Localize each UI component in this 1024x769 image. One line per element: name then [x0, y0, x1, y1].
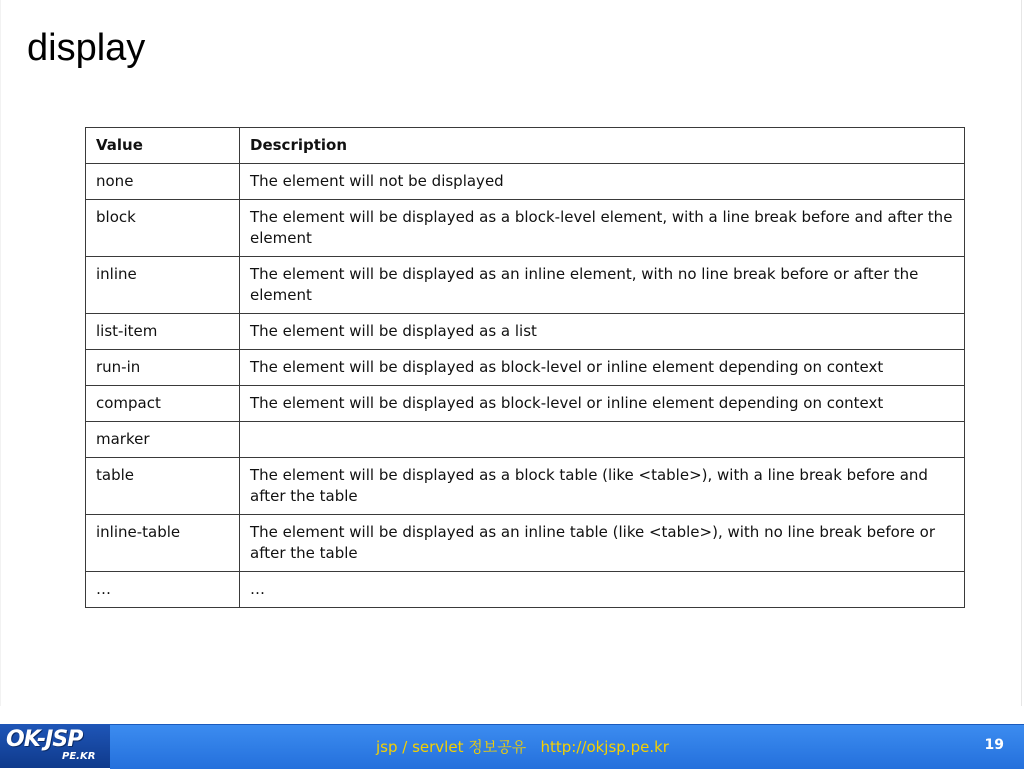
slide-footer [0, 724, 1024, 768]
table-row [86, 350, 965, 386]
display-values-table [85, 127, 965, 608]
description-cell: The element will be displayed as a block-level element, with a line break before and after the element [240, 200, 965, 257]
value-cell: table [86, 458, 240, 515]
value-cell: block [86, 200, 240, 257]
logo-main-text: OK-JSP [6, 727, 83, 752]
table-row [86, 314, 965, 350]
value-cell: marker [86, 422, 240, 458]
value-cell: compact [86, 386, 240, 422]
table-row [86, 386, 965, 422]
table-row [86, 257, 965, 314]
value-cell: … [86, 572, 240, 608]
table-row [86, 164, 965, 200]
value-cell: inline-table [86, 515, 240, 572]
slide-title: display [27, 27, 146, 69]
description-cell: … [240, 572, 965, 608]
description-cell: The element will be displayed as a list [240, 314, 965, 350]
value-cell: none [86, 164, 240, 200]
description-cell: The element will be displayed as a block table (like <table>), with a line break before and after the table [240, 458, 965, 515]
table-header-row [86, 128, 965, 164]
value-cell: list-item [86, 314, 240, 350]
table-row [86, 458, 965, 515]
value-cell: run-in [86, 350, 240, 386]
description-cell [240, 422, 965, 458]
logo-sub-text: PE.KR [62, 751, 96, 762]
okjsp-logo [0, 724, 110, 768]
description-cell: The element will be displayed as block-level or inline element depending on context [240, 386, 965, 422]
table-row [86, 515, 965, 572]
table-row [86, 200, 965, 257]
table-row [86, 572, 965, 608]
description-cell: The element will not be displayed [240, 164, 965, 200]
column-header-description: Description [240, 128, 965, 164]
page-number: 19 [984, 737, 1004, 753]
description-cell: The element will be displayed as an inline table (like <table>), with no line break before or after the table [240, 515, 965, 572]
column-header-value: Value [86, 128, 240, 164]
description-cell: The element will be displayed as an inline element, with no line break before or after the element [240, 257, 965, 314]
table-row [86, 422, 965, 458]
footer-caption: jsp / servlet 정보공유 http://okjsp.pe.kr [376, 738, 669, 756]
description-cell: The element will be displayed as block-level or inline element depending on context [240, 350, 965, 386]
value-cell: inline [86, 257, 240, 314]
